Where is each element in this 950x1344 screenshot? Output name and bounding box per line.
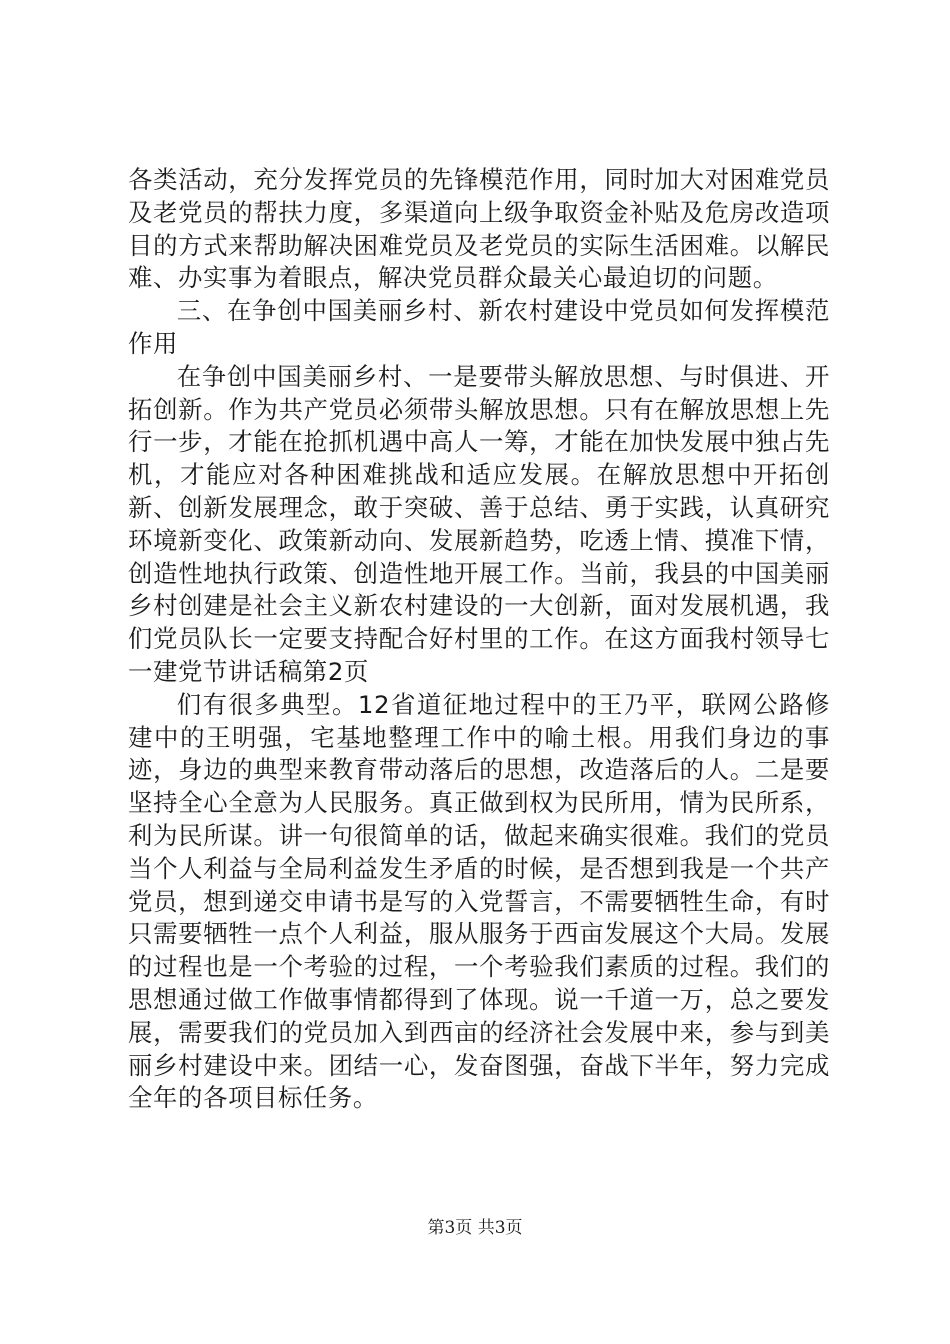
paragraph-3: 在争创中国美丽乡村、一是要带头解放思想、与时俱进、开拓创新。作为共产党员必须带头解放思想。只有在解放思想上先行一步，才能在抢抓机遇中高人一筹，才能在加快发展中独占先机，才能应对各种困难挑战和适应发展。在解放思想中开拓创新、创新发展理念，敢于突破、善于总结、勇于实践，认真研究环境新变化、政策新动向、发展新趋势，吃透上情、摸准下情，创造性地执行政策、创造性地开展工作。当前，我县的中国美丽乡村创建是社会主义新农村建设的一大创新，面对发展机遇，我们党员队长一定要支持配合好村里的工作。在这方面我村领导七一建党节讲话稿第2页: [128, 361, 830, 686]
paragraph-2-section-heading: 三、在争创中国美丽乡村、新农村建设中党员如何发挥模范作用: [128, 296, 830, 358]
paragraph-1: 各类活动，充分发挥党员的先锋模范作用，同时加大对困难党员及老党员的帮扶力度，多渠道向上级争取资金补贴及危房改造项目的方式来帮助解决困难党员及老党员的实际生活困难。以解民难、办实事为着眼点，解决党员群众最关心最迫切的问题。: [128, 165, 830, 293]
paragraph-4: 们有很多典型。12省道征地过程中的王乃平，联网公路修建中的王明强，宅基地整理工作中的喻土根。用我们身边的事迹，身边的典型来教育带动落后的思想，改造落后的人。二是要坚持全心全意为人民服务。真正做到权为民所用，情为民所系，利为民所谋。讲一句很简单的话，做起来确实很难。我们的党员当个人利益与全局利益发生矛盾的时候，是否想到我是一个共产党员，想到递交申请书是写的入党誓言，不需要牺牲生命，有时只需要牺牲一点个人利益，服从服务于西亩发展这个大局。发展的过程也是一个考验的过程，一个考验我们素质的过程。我们的思想通过做工作做事情都得到了体现。说一千道一万，总之要发展，需要我们的党员加入到西亩的经济社会发展中来，参与到美丽乡村建设中来。团结一心，发奋图强，奋战下半年，努力完成全年的各项目标任务。: [128, 689, 830, 1113]
document-body: [128, 164, 830, 1115]
page-footer: 第3页 共3页: [427, 1218, 523, 1238]
